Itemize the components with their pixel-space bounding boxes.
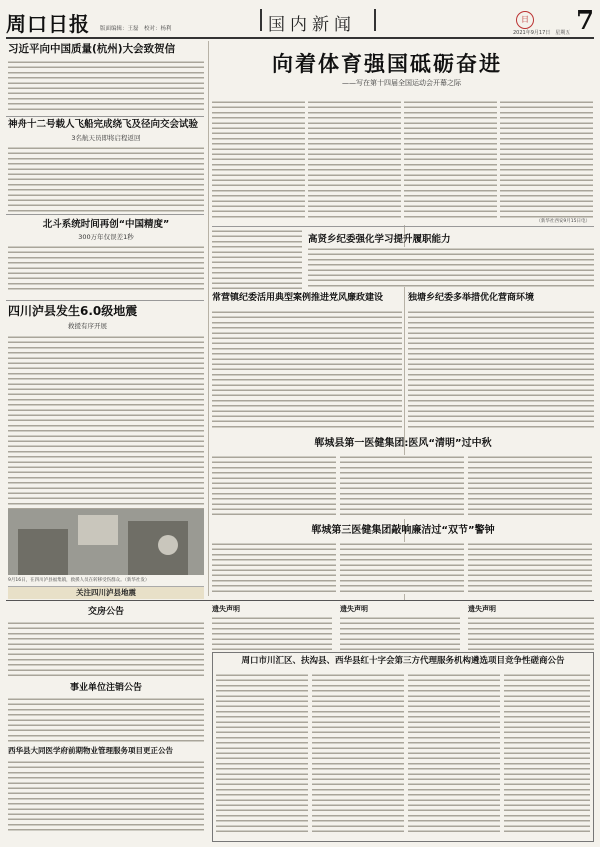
lead-title: 向着体育强国砥砺奋进 (272, 51, 502, 76)
quake-body (8, 335, 204, 510)
notice-handover (8, 604, 204, 676)
brief-body (8, 245, 204, 292)
notice-body (8, 621, 204, 677)
edition-info: 版面编辑：王磊 校对：杨利 (100, 26, 172, 32)
brief-title: 神舟十二号载人飞船完成绕飞及径向交会试验 (8, 119, 199, 130)
lead-story (212, 42, 594, 227)
story-lead-body (212, 229, 302, 289)
story-title: 郸城第三医健集团敲响廉洁过“双节”警钟 (311, 525, 495, 536)
quake-photo (8, 509, 204, 575)
story-title: 常营镇纪委活用典型案例推进党风廉政建设 (212, 293, 384, 303)
story-body (212, 455, 594, 519)
brief-subtitle: 3名航天员即将启程返回 (71, 134, 141, 142)
story-dutang (408, 292, 594, 434)
brief-title: 习近平向中国质量(杭州)大会致贺信 (8, 43, 176, 55)
tender-title: 周口市川汇区、扶沟县、西华县红十字会第三方代理服务机构遴选项目竞争性磋商公告 (241, 656, 565, 666)
statement-body (212, 616, 332, 650)
story-body (212, 542, 594, 594)
lead-credit: （新华社西安9月15日电） (536, 219, 590, 224)
notice-liquidation (8, 680, 204, 742)
statement-title: 遗失声明 (340, 605, 368, 613)
divider (212, 226, 594, 227)
brief-body (8, 146, 204, 214)
story-title: 高贤乡纪委强化学习提升履职能力 (308, 234, 451, 245)
quake-banner-text: 关注四川泸县地震 (76, 588, 136, 597)
story-body (308, 247, 594, 287)
statement (340, 604, 460, 650)
section-brackets (260, 9, 376, 31)
notice-body (8, 760, 204, 834)
divider (6, 300, 204, 301)
lead-body (212, 100, 594, 218)
notice-title: 事业单位注销公告 (69, 683, 142, 693)
story-body (212, 310, 402, 430)
notice-title: 交房公告 (87, 607, 124, 617)
brief-shenzhou (8, 118, 204, 214)
brief-subtitle: 300万年仅误差1秒 (78, 233, 134, 241)
publish-date: 2021年9月17日 星期五 (513, 30, 571, 36)
story-changying (212, 292, 402, 434)
notice-project (8, 746, 204, 842)
statement-title: 遗失声明 (468, 605, 496, 613)
brief-xi-quality (8, 42, 204, 110)
masthead-rule (6, 37, 594, 39)
notice-body (8, 697, 204, 743)
page-number: 7 (576, 6, 595, 36)
statement-body (468, 616, 594, 650)
section-title: 国内新闻 (268, 15, 356, 35)
story-gaoxian (212, 229, 594, 289)
column-rule (208, 41, 209, 596)
notice-title: 西华县大同医学府前期物业管理服务项目更正公告 (8, 746, 173, 755)
statement (468, 604, 594, 650)
statement (212, 604, 332, 650)
story-title: 郸城县第一医健集团:医风“清明”过中秋 (314, 438, 492, 449)
story-dancheng-1 (212, 437, 594, 521)
brief-body (8, 60, 204, 110)
lost-statements (212, 604, 594, 648)
brief-title: 北斗系统时间再创“中国精度” (42, 219, 170, 230)
press-emblem: 日 (516, 11, 534, 29)
notices-rule (6, 600, 594, 601)
statement-title: 遗失声明 (212, 605, 240, 613)
divider (6, 116, 204, 117)
quake-subtitle: 救援有序开展 (68, 322, 107, 330)
tender-notice (212, 652, 594, 842)
masthead (6, 6, 594, 36)
paper-logo: 周口日报 (6, 12, 90, 36)
quake-story (8, 304, 204, 604)
story-dancheng-3 (212, 524, 594, 596)
story-title: 独塘乡纪委多举措优化营商环境 (408, 293, 535, 303)
quake-photo-caption: 9月16日，在四川泸县福集镇，救援人员在转移受伤群众。（新华社发） (8, 578, 150, 583)
tender-body (216, 673, 590, 833)
statement-body (340, 616, 460, 650)
quake-title: 四川泸县发生6.0级地震 (8, 304, 138, 318)
brief-beidou (8, 218, 204, 292)
story-body (408, 310, 594, 430)
divider (6, 214, 204, 215)
lead-subtitle: ——写在第十四届全国运动会开幕之际 (342, 79, 461, 87)
quake-banner (8, 586, 204, 599)
